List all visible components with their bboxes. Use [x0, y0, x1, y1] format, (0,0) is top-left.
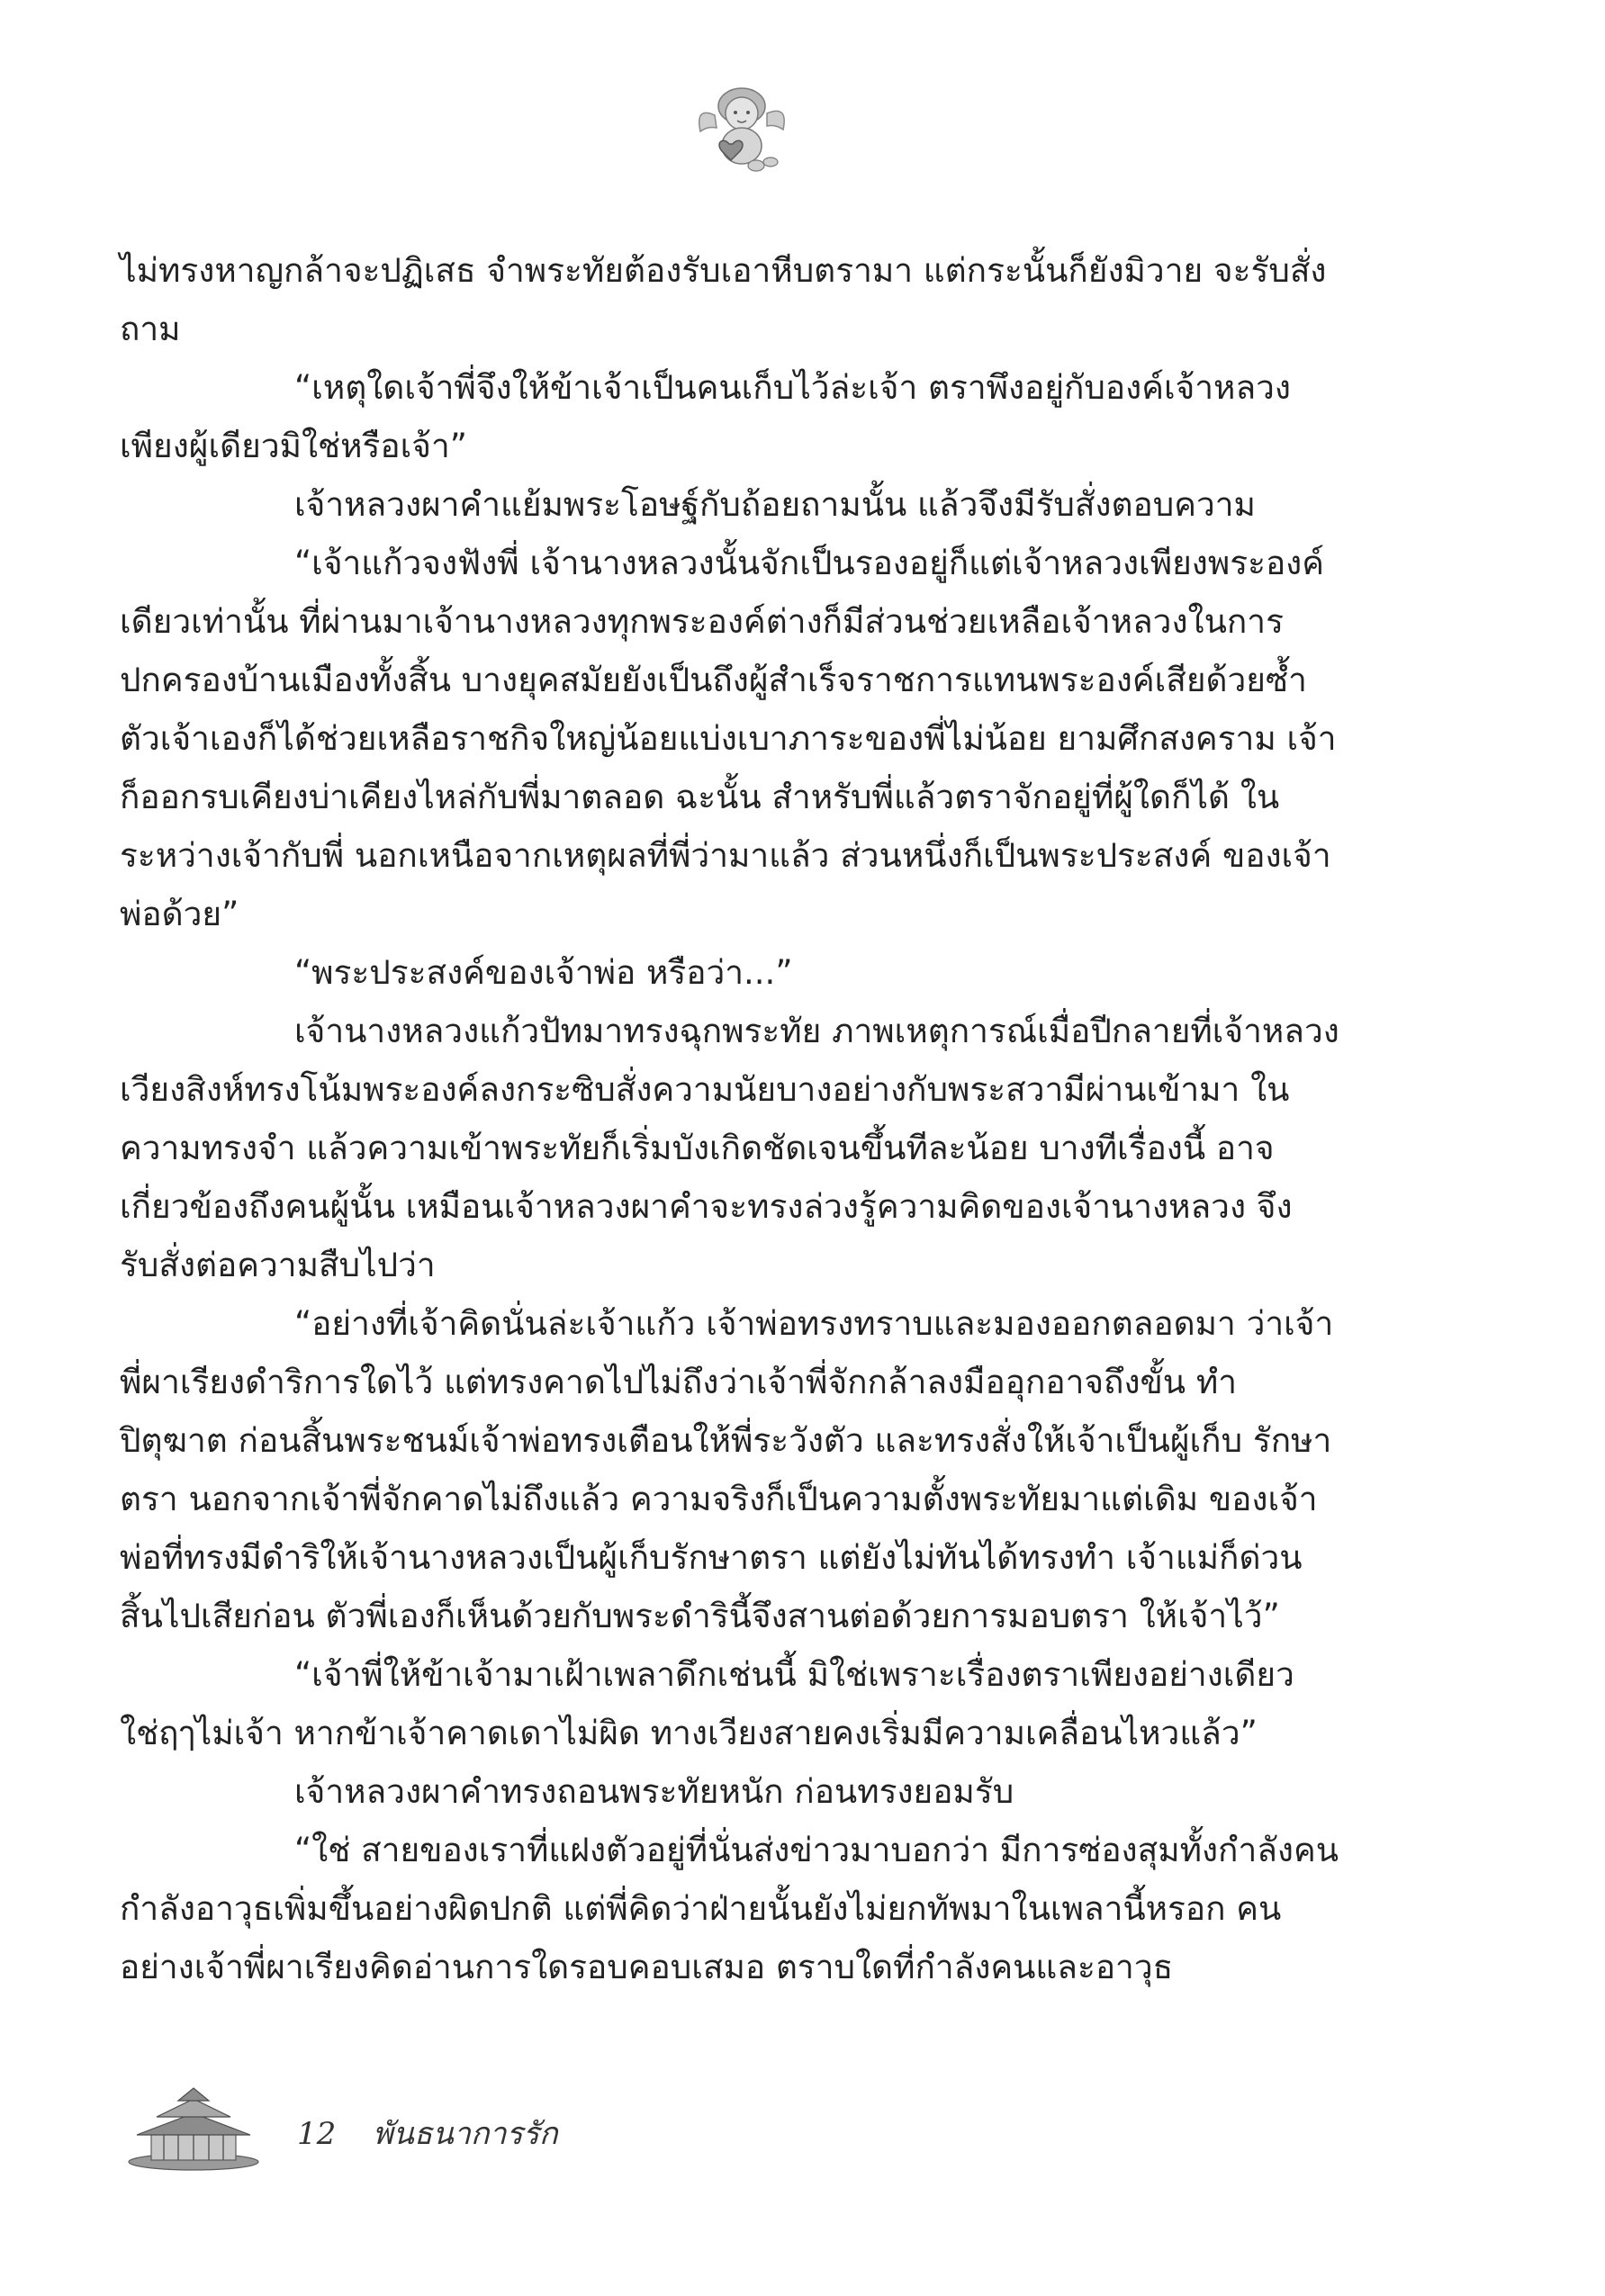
page-body: [120, 241, 1339, 1996]
paragraph: “เหตุใดเจ้าพี่จึงให้ข้าเจ้าเป็นคนเก็บไว้ล่ะเจ้า ตราพึงอยู่กับองค์เจ้าหลวง เพียงผู้เดียวมิใช่หรือเจ้า”: [120, 368, 1291, 465]
paragraph: “อย่างที่เจ้าคิดนั่นล่ะเจ้าแก้ว เจ้าพ่อทรงทราบและมองออกตลอดมา ว่าเจ้าพี่ผาเรียงดำริการใดไว้ แต่ทรงคาดไปไม่ถึงว่าเจ้าพี่จักกล้าลงมืออุกอาจถึงขั้น ทำปิตุฆาต ก่อนสิ้นพระชนม์เจ้าพ่อทรงเตือนให้พี่ระวังตัว และทรงสั่งให้เจ้าเป็นผู้เก็บ รักษาตรา นอกจากเจ้าพี่จักคาดไม่ถึงแล้ว ความจริงก็เป็นความตั้งพระทัยมาแต่เดิม ของเจ้าพ่อที่ทรงมีดำริให้เจ้านางหลวงเป็นผู้เก็บรักษาตรา แต่ยังไม่ทันได้ทรงทำ เจ้าแม่ก็ด่วนสิ้นไปเสียก่อน ตัวพี่เองก็เห็นด้วยกับพระดำรินี้จึงสานต่อด้วยการมอบตรา ให้เจ้าไว้”: [120, 1304, 1334, 1635]
book-title: พันธนาการรัก: [373, 2116, 558, 2152]
paragraph: “พระประสงค์ของเจ้าพ่อ หรือว่า...”: [294, 953, 793, 992]
page-number: 12: [297, 2116, 337, 2152]
paragraph: เจ้านางหลวงแก้วปัทมาทรงฉุกพระทัย ภาพเหตุการณ์เมื่อปีกลายที่เจ้าหลวง เวียงสิงห์ทรงโน้มพระองค์ลงกระซิบสั่งความนัยบางอย่างกับพระสวามีผ่านเข้ามา ในความทรงจำ แล้วความเข้าพระทัยก็เริ่มบังเกิดชัดเจนขึ้นทีละน้อย บางทีเรื่องนี้ อาจเกี่ยวข้องถึงคนผู้นั้น เหมือนเจ้าหลวงผาคำจะทรงล่วงรู้ความคิดของเจ้านางหลวง จึงรับสั่งต่อความสืบไปว่า: [120, 1012, 1339, 1284]
cherub-ornament-icon: [688, 79, 796, 178]
paragraph: “ใช่ สายของเราที่แฝงตัวอยู่ที่นั่นส่งข่าวมาบอกว่า มีการซ่องสุมทั้งกำลังคน กำลังอาวุธเพิ่มขึ้นอย่างผิดปกติ แต่พี่คิดว่าฝ่ายนั้นยังไม่ยกทัพมาในเพลานี้หรอก คนอย่างเจ้าพี่ผาเรียงคิดอ่านการใดรอบคอบเสมอ ตราบใดที่กำลังคนและอาวุธ: [120, 1831, 1339, 1986]
page-footer: [297, 2109, 558, 2157]
paragraph: “เจ้าพี่ให้ข้าเจ้ามาเฝ้าเพลาดึกเช่นนี้ มิใช่เพราะเรื่องตราเพียงอย่างเดียว ใช่ฤๅไม่เจ้า หากข้าเจ้าคาดเดาไม่ผิด ทางเวียงสายคงเริ่มมีความเคลื่อนไหวแล้ว”: [120, 1655, 1294, 1752]
temple-ornament-icon: [126, 2086, 261, 2171]
paragraph: เจ้าหลวงผาคำทรงถอนพระทัยหนัก ก่อนทรงยอมรับ: [294, 1772, 1014, 1811]
paragraph: ไม่ทรงหาญกล้าจะปฏิเสธ จำพระทัยต้องรับเอาหีบตรามา แต่กระนั้นก็ยังมิวาย จะรับสั่งถาม: [120, 251, 1327, 348]
paragraph: เจ้าหลวงผาคำแย้มพระโอษฐ์กับถ้อยถามนั้น แล้วจึงมีรับสั่งตอบความ: [294, 485, 1256, 524]
paragraph: “เจ้าแก้วจงฟังพี่ เจ้านางหลวงนั้นจักเป็นรองอยู่ก็แต่เจ้าหลวงเพียงพระองค์ เดียวเท่านั้น ที่ผ่านมาเจ้านางหลวงทุกพระองค์ต่างก็มีส่วนช่วยเหลือเจ้าหลวงในการ ปกครองบ้านเมืองทั้งสิ้น บางยุคสมัยยังเป็นถึงผู้สำเร็จราชการแทนพระองค์เสียด้วยซ้ำ ตัวเจ้าเองก็ได้ช่วยเหลือราชกิจใหญ่น้อยแบ่งเบาภาระของพี่ไม่น้อย ยามศึกสงคราม เจ้าก็ออกรบเคียงบ่าเคียงไหล่กับพี่มาตลอด ฉะนั้น สำหรับพี่แล้วตราจักอยู่ที่ผู้ใดก็ได้ ในระหว่างเจ้ากับพี่ นอกเหนือจากเหตุผลที่พี่ว่ามาแล้ว ส่วนหนึ่งก็เป็นพระประสงค์ ของเจ้าพ่อด้วย”: [120, 544, 1337, 933]
